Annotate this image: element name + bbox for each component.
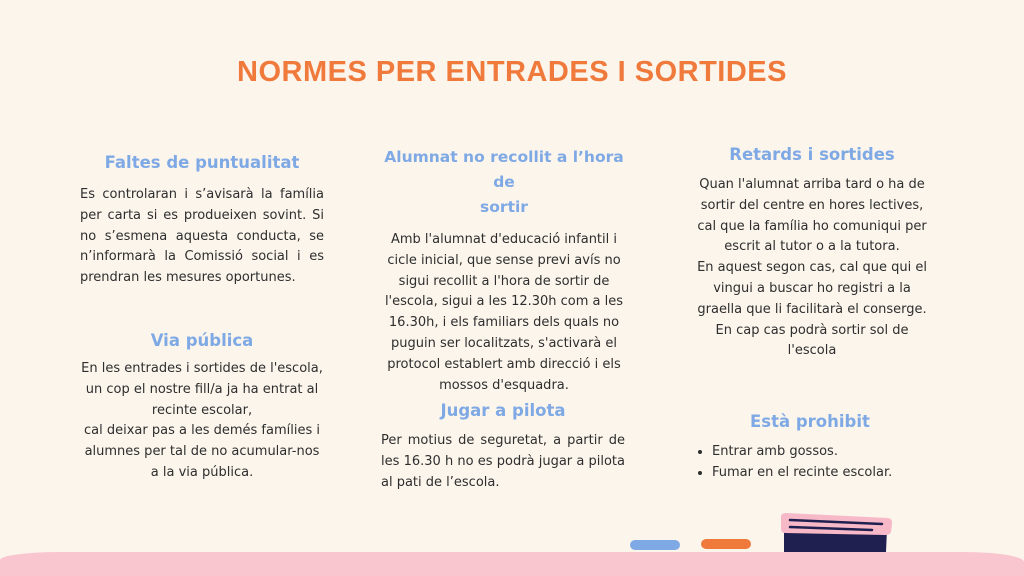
retards-line: l'escola xyxy=(787,343,837,359)
prohibit-heading: Està prohibit xyxy=(750,412,870,431)
retards-text xyxy=(680,175,944,362)
alumnat-line: l'escola, sigui a les 12.30h com a les xyxy=(384,294,624,310)
alumnat-line: Amb l'alumnat d'educació infantil i xyxy=(390,232,617,247)
alumnat-line: 16.30h, i els familiars dels quals no xyxy=(388,315,620,331)
retards-line: Quan l'alumnat arriba tard o ha de xyxy=(699,177,925,192)
via-line: un cop el nostre fill/a ja ha entrat al xyxy=(85,381,319,397)
alumnat-heading xyxy=(372,145,636,220)
alumnat-heading-line: Alumnat no recollit a l’hora de xyxy=(384,148,624,191)
faltes-heading: Faltes de puntualitat xyxy=(104,153,300,172)
retards-heading: Retards i sortides xyxy=(729,145,895,164)
pink-lid-shape xyxy=(781,513,892,535)
alumnat-line: mossos d'esquadra. xyxy=(439,377,569,393)
section-via-publica xyxy=(70,328,334,484)
prohibit-list xyxy=(696,442,946,484)
faltes-text: Es controlaran i s’avisarà la família per carta si es produeixen sovint. Si no s’esmena aquesta conducta, se n’informarà la Comissió social i es prendran les mesures oportunes. xyxy=(80,187,324,286)
alumnat-line: puguin ser localitzats, s'activarà el xyxy=(390,335,618,351)
pilota-heading: Jugar a pilota xyxy=(440,401,566,420)
navy-box-shape xyxy=(784,526,887,552)
alumnat-line: sigui recollit a l'hora de sortir de xyxy=(398,273,610,289)
pink-ground-strip xyxy=(0,552,1024,576)
section-jugar-pilota xyxy=(381,398,625,493)
retards-line: sortir del centre en hores lectives, xyxy=(700,197,924,213)
alumnat-line: cicle inicial, que sense previ avís no xyxy=(387,252,621,268)
retards-line: graella que li facilitarà el conserge. xyxy=(697,301,927,317)
alumnat-line: protocol establert amb direcció i els xyxy=(387,356,621,372)
retards-line: En aquest segon cas, cal que qui el xyxy=(697,260,927,276)
via-line: cal deixar pas a les demés famílies i xyxy=(84,423,320,439)
page-title: NORMES PER ENTRADES I SORTIDES xyxy=(237,56,787,88)
section-esta-prohibit xyxy=(696,409,946,484)
retards-line: vingui a buscar ho registri a la xyxy=(713,280,911,296)
section-retards-sortides xyxy=(680,142,944,362)
prohibit-item: • Entrar amb gossos. xyxy=(712,442,946,463)
via-heading: Via pública xyxy=(150,331,254,350)
navy-stripe-shape xyxy=(790,520,882,524)
via-line: a la via pública. xyxy=(150,464,254,480)
retards-line: escrit al tutor o a la tutora. xyxy=(724,239,900,255)
section-faltes-puntualitat xyxy=(80,150,324,289)
orange-dash-shape xyxy=(701,539,751,549)
pilota-text: Per motius de seguretat, a partir de les 16.30 h no es podrà jugar a pilota al pati de l’escola. xyxy=(381,433,625,490)
blue-dash-shape xyxy=(630,540,680,550)
navy-stripe-shape xyxy=(790,527,872,530)
section-alumnat-no-recollit xyxy=(372,145,636,396)
via-line: En les entrades i sortides de l'escola, xyxy=(81,361,323,376)
via-text xyxy=(70,359,334,484)
retards-line: cal que la família ho comuniqui per xyxy=(697,218,927,234)
retards-line: En cap cas podrà sortir sol de xyxy=(715,322,909,338)
alumnat-heading-line: sortir xyxy=(480,198,528,216)
alumnat-text xyxy=(372,230,636,396)
via-line: alumnes per tal de no acumular-nos xyxy=(84,444,320,460)
prohibit-item: • Fumar en el recinte escolar. xyxy=(712,463,946,484)
via-line: recinte escolar, xyxy=(151,402,253,418)
